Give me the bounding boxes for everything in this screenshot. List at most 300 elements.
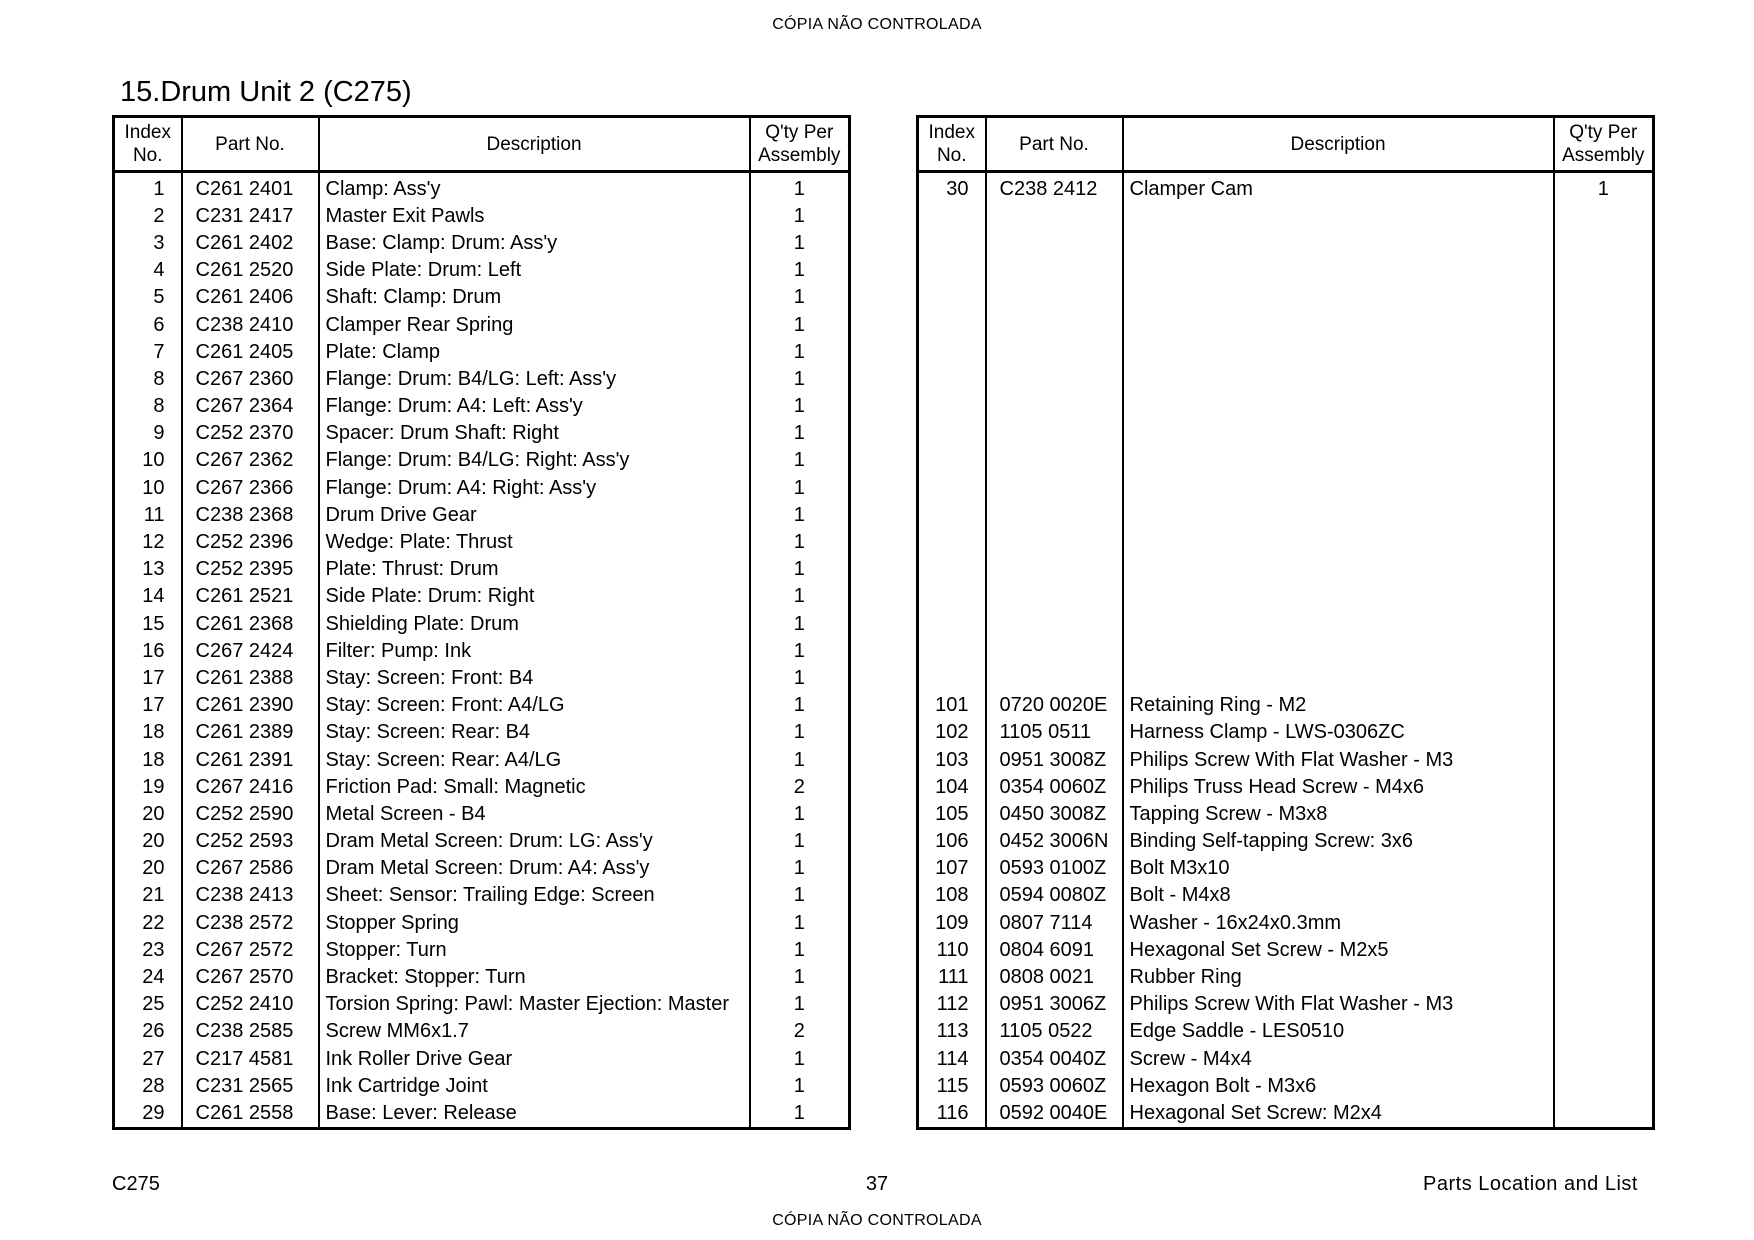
table-row xyxy=(114,284,850,311)
cell-part-no: C238 2413 xyxy=(182,882,319,909)
cell-qty xyxy=(1554,1072,1654,1099)
cell-qty: 1 xyxy=(750,284,850,311)
table-row xyxy=(918,229,1654,256)
cell-description: Spacer: Drum Shaft: Right xyxy=(319,420,750,447)
table-row xyxy=(918,692,1654,719)
cell-index: 101 xyxy=(935,694,969,717)
cell-index xyxy=(918,501,986,528)
page-title: 15.Drum Unit 2 (C275) xyxy=(120,76,412,108)
cell-description: Screw MM6x1.7 xyxy=(319,1018,750,1045)
cell-part-no xyxy=(986,257,1123,284)
cell-part-no: C267 2572 xyxy=(182,936,319,963)
table-row xyxy=(114,963,850,990)
table-row xyxy=(114,501,850,528)
table-row xyxy=(114,583,850,610)
table-row xyxy=(918,991,1654,1018)
cell-description: Flange: Drum: A4: Right: Ass'y xyxy=(319,474,750,501)
table-row xyxy=(114,828,850,855)
cell-part-no: 0804 6091 xyxy=(986,936,1123,963)
table-row xyxy=(918,284,1654,311)
cell-qty: 1 xyxy=(750,172,850,203)
cell-description: Dram Metal Screen: Drum: LG: Ass'y xyxy=(319,828,750,855)
cell-description xyxy=(1123,420,1554,447)
cell-qty: 1 xyxy=(750,474,850,501)
cell-index xyxy=(918,420,986,447)
cell-part-no xyxy=(986,528,1123,555)
cell-description: Bolt M3x10 xyxy=(1123,855,1554,882)
cell-qty xyxy=(1554,420,1654,447)
cell-index: 20 xyxy=(142,830,165,853)
cell-description xyxy=(1123,338,1554,365)
table-row xyxy=(114,637,850,664)
cell-qty xyxy=(1554,1099,1654,1128)
cell-qty: 1 xyxy=(750,1045,850,1072)
cell-index: 106 xyxy=(935,830,969,853)
cell-part-no: C252 2410 xyxy=(182,991,319,1018)
cell-qty xyxy=(1554,800,1654,827)
table-row xyxy=(918,882,1654,909)
cell-description: Flange: Drum: B4/LG: Right: Ass'y xyxy=(319,447,750,474)
cell-qty xyxy=(1554,202,1654,229)
cell-index: 111 xyxy=(938,966,969,989)
table-row xyxy=(114,202,850,229)
table-row xyxy=(918,420,1654,447)
cell-description xyxy=(1123,393,1554,420)
cell-index: 19 xyxy=(142,775,165,798)
cell-index: 29 xyxy=(142,1101,165,1124)
table-row xyxy=(114,556,850,583)
cell-qty: 1 xyxy=(750,501,850,528)
cell-description: Stopper Spring xyxy=(319,909,750,936)
table-row xyxy=(114,311,850,338)
table-row xyxy=(114,991,850,1018)
table-row xyxy=(918,528,1654,555)
table-row xyxy=(114,855,850,882)
cell-description xyxy=(1123,284,1554,311)
cell-part-no: C261 2520 xyxy=(182,257,319,284)
cell-qty: 1 xyxy=(750,1099,850,1128)
cell-part-no: C238 2368 xyxy=(182,501,319,528)
cell-part-no: 1105 0511 xyxy=(986,719,1123,746)
cell-index: 7 xyxy=(153,340,165,363)
cell-part-no: C267 2366 xyxy=(182,474,319,501)
cell-description: Harness Clamp - LWS-0306ZC xyxy=(1123,719,1554,746)
cell-part-no xyxy=(986,338,1123,365)
cell-index: 12 xyxy=(142,531,165,554)
table-row xyxy=(918,719,1654,746)
cell-part-no: C267 2364 xyxy=(182,393,319,420)
cell-part-no: C261 2389 xyxy=(182,719,319,746)
cell-part-no: C238 2572 xyxy=(182,909,319,936)
cell-part-no: 0720 0020E xyxy=(986,692,1123,719)
table-row xyxy=(918,447,1654,474)
cell-part-no: C261 2558 xyxy=(182,1099,319,1128)
cell-description: Side Plate: Drum: Left xyxy=(319,257,750,284)
cell-description: Clamp: Ass'y xyxy=(319,172,750,203)
cell-part-no: 0450 3008Z xyxy=(986,800,1123,827)
cell-index: 1 xyxy=(153,177,165,200)
cell-qty: 1 xyxy=(750,909,850,936)
cell-qty: 1 xyxy=(750,338,850,365)
cell-qty: 1 xyxy=(750,936,850,963)
cell-qty: 1 xyxy=(750,583,850,610)
cell-qty: 1 xyxy=(750,719,850,746)
table-row xyxy=(114,229,850,256)
watermark-bottom: CÓPIA NÃO CONTROLADA xyxy=(772,1212,982,1229)
table-row xyxy=(114,800,850,827)
cell-index: 10 xyxy=(142,449,165,472)
table-row xyxy=(114,338,850,365)
cell-qty: 1 xyxy=(750,528,850,555)
cell-qty xyxy=(1554,855,1654,882)
parts-table-left xyxy=(112,115,851,1130)
cell-description: Shaft: Clamp: Drum xyxy=(319,284,750,311)
footer-page-number: 37 xyxy=(865,1173,889,1195)
cell-index xyxy=(918,447,986,474)
cell-description: Flange: Drum: B4/LG: Left: Ass'y xyxy=(319,365,750,392)
cell-part-no: 0951 3008Z xyxy=(986,746,1123,773)
cell-description: Screw - M4x4 xyxy=(1123,1045,1554,1072)
cell-index: 110 xyxy=(936,938,969,961)
table-row xyxy=(918,773,1654,800)
table-row xyxy=(918,583,1654,610)
cell-index xyxy=(918,257,986,284)
cell-description: Base: Clamp: Drum: Ass'y xyxy=(319,229,750,256)
table-row xyxy=(918,1018,1654,1045)
cell-index xyxy=(918,229,986,256)
cell-qty: 1 xyxy=(1554,172,1654,203)
cell-description: Binding Self-tapping Screw: 3x6 xyxy=(1123,828,1554,855)
cell-description: Side Plate: Drum: Right xyxy=(319,583,750,610)
cell-qty xyxy=(1554,393,1654,420)
cell-qty: 1 xyxy=(750,963,850,990)
cell-index: 8 xyxy=(153,395,165,418)
cell-index: 2 xyxy=(153,204,165,227)
header-index: Index No. xyxy=(114,117,182,172)
cell-qty xyxy=(1554,991,1654,1018)
table-row xyxy=(918,664,1654,691)
cell-qty: 1 xyxy=(750,202,850,229)
cell-index: 17 xyxy=(142,694,165,717)
cell-description: Hexagonal Set Screw: M2x4 xyxy=(1123,1099,1554,1128)
cell-index xyxy=(918,637,986,664)
cell-index: 17 xyxy=(142,666,165,689)
cell-qty: 1 xyxy=(750,828,850,855)
cell-qty xyxy=(1554,1018,1654,1045)
cell-qty: 1 xyxy=(750,692,850,719)
cell-part-no: C252 2370 xyxy=(182,420,319,447)
cell-part-no: C217 4581 xyxy=(182,1045,319,1072)
cell-description xyxy=(1123,528,1554,555)
table-row xyxy=(114,1072,850,1099)
cell-description xyxy=(1123,474,1554,501)
cell-qty xyxy=(1554,338,1654,365)
cell-part-no: C261 2405 xyxy=(182,338,319,365)
cell-qty xyxy=(1554,909,1654,936)
table-row xyxy=(114,936,850,963)
cell-description: Stopper: Turn xyxy=(319,936,750,963)
cell-part-no xyxy=(986,284,1123,311)
cell-description: Hexagonal Set Screw - M2x5 xyxy=(1123,936,1554,963)
cell-part-no xyxy=(986,365,1123,392)
cell-index xyxy=(918,365,986,392)
cell-part-no: 0354 0060Z xyxy=(986,773,1123,800)
cell-part-no xyxy=(986,501,1123,528)
table-row xyxy=(918,963,1654,990)
watermark-top: CÓPIA NÃO CONTROLADA xyxy=(772,16,982,33)
cell-index: 102 xyxy=(935,721,969,744)
cell-part-no xyxy=(986,229,1123,256)
cell-description: Plate: Clamp xyxy=(319,338,750,365)
header-part-no: Part No. xyxy=(182,117,319,172)
table-row xyxy=(114,882,850,909)
cell-description: Clamper Cam xyxy=(1123,172,1554,203)
cell-part-no xyxy=(986,393,1123,420)
cell-part-no: C261 2401 xyxy=(182,172,319,203)
cell-qty xyxy=(1554,746,1654,773)
table-row xyxy=(114,664,850,691)
footer-model: C275 xyxy=(112,1173,160,1195)
cell-index: 11 xyxy=(143,503,165,526)
table-header-row xyxy=(918,117,1654,172)
cell-qty xyxy=(1554,664,1654,691)
cell-index: 18 xyxy=(142,721,165,744)
table-row xyxy=(114,420,850,447)
cell-part-no: C261 2368 xyxy=(182,610,319,637)
cell-qty xyxy=(1554,936,1654,963)
cell-part-no: C261 2388 xyxy=(182,664,319,691)
cell-part-no: C238 2585 xyxy=(182,1018,319,1045)
table-row xyxy=(918,257,1654,284)
table-row xyxy=(918,936,1654,963)
cell-qty: 2 xyxy=(750,773,850,800)
cell-qty xyxy=(1554,828,1654,855)
cell-part-no: 0452 3006N xyxy=(986,828,1123,855)
cell-description: Drum Drive Gear xyxy=(319,501,750,528)
cell-description: Philips Screw With Flat Washer - M3 xyxy=(1123,746,1554,773)
cell-qty xyxy=(1554,882,1654,909)
cell-part-no: C231 2565 xyxy=(182,1072,319,1099)
cell-index xyxy=(918,474,986,501)
cell-index: 21 xyxy=(142,884,165,907)
parts-table-right xyxy=(916,115,1655,1130)
cell-description: Philips Truss Head Screw - M4x6 xyxy=(1123,773,1554,800)
cell-part-no xyxy=(986,447,1123,474)
cell-part-no: C261 2390 xyxy=(182,692,319,719)
cell-part-no xyxy=(986,664,1123,691)
cell-qty xyxy=(1554,528,1654,555)
table-row xyxy=(114,257,850,284)
cell-qty xyxy=(1554,637,1654,664)
table-row xyxy=(918,556,1654,583)
table-row xyxy=(918,746,1654,773)
table-row xyxy=(918,1099,1654,1128)
cell-index: 23 xyxy=(142,938,165,961)
cell-qty xyxy=(1554,719,1654,746)
cell-index: 30 xyxy=(946,177,969,200)
cell-index: 15 xyxy=(142,612,165,635)
cell-qty: 1 xyxy=(750,664,850,691)
cell-qty: 1 xyxy=(750,393,850,420)
cell-description: Torsion Spring: Pawl: Master Ejection: Master xyxy=(319,991,750,1018)
cell-description: Philips Screw With Flat Washer - M3 xyxy=(1123,991,1554,1018)
cell-qty: 1 xyxy=(750,365,850,392)
table-row xyxy=(918,610,1654,637)
table-row xyxy=(114,474,850,501)
table-row xyxy=(114,610,850,637)
cell-index: 112 xyxy=(936,993,969,1016)
cell-index: 3 xyxy=(153,231,165,254)
cell-index: 115 xyxy=(936,1074,969,1097)
table-row xyxy=(918,800,1654,827)
cell-index: 5 xyxy=(153,286,165,309)
cell-index: 4 xyxy=(153,259,165,282)
cell-description: Plate: Thrust: Drum xyxy=(319,556,750,583)
cell-part-no: C267 2362 xyxy=(182,447,319,474)
cell-qty: 1 xyxy=(750,1072,850,1099)
table-row xyxy=(918,365,1654,392)
cell-qty xyxy=(1554,447,1654,474)
table-row xyxy=(114,1045,850,1072)
cell-part-no: 0808 0021 xyxy=(986,963,1123,990)
cell-index xyxy=(918,610,986,637)
cell-qty: 1 xyxy=(750,447,850,474)
table-header-row xyxy=(114,117,850,172)
cell-index: 8 xyxy=(153,367,165,390)
cell-index: 116 xyxy=(936,1101,969,1124)
cell-description: Friction Pad: Small: Magnetic xyxy=(319,773,750,800)
cell-description xyxy=(1123,365,1554,392)
cell-index: 14 xyxy=(142,585,165,608)
cell-index: 105 xyxy=(935,802,969,825)
header-part-no: Part No. xyxy=(986,117,1123,172)
cell-qty xyxy=(1554,311,1654,338)
table-row xyxy=(918,855,1654,882)
cell-description: Filter: Pump: Ink xyxy=(319,637,750,664)
cell-description: Flange: Drum: A4: Left: Ass'y xyxy=(319,393,750,420)
cell-description: Bolt - M4x8 xyxy=(1123,882,1554,909)
table-row xyxy=(114,1018,850,1045)
cell-index: 24 xyxy=(142,966,165,989)
cell-qty xyxy=(1554,773,1654,800)
cell-index xyxy=(918,284,986,311)
cell-qty xyxy=(1554,474,1654,501)
cell-qty: 1 xyxy=(750,882,850,909)
table-row xyxy=(918,1072,1654,1099)
cell-qty: 1 xyxy=(750,746,850,773)
cell-index: 27 xyxy=(142,1047,165,1070)
table-row xyxy=(114,692,850,719)
table-row xyxy=(114,365,850,392)
cell-part-no: C267 2416 xyxy=(182,773,319,800)
header-qty: Q'ty Per Assembly xyxy=(1554,117,1654,172)
cell-index: 114 xyxy=(936,1047,969,1070)
cell-index: 107 xyxy=(935,857,969,880)
cell-index: 18 xyxy=(142,748,165,771)
cell-index xyxy=(918,556,986,583)
table-row xyxy=(918,828,1654,855)
cell-index: 109 xyxy=(935,911,969,934)
cell-qty: 1 xyxy=(750,800,850,827)
cell-part-no: C252 2593 xyxy=(182,828,319,855)
table-row xyxy=(114,172,850,203)
cell-index: 104 xyxy=(935,775,969,798)
cell-description xyxy=(1123,257,1554,284)
cell-part-no: C261 2406 xyxy=(182,284,319,311)
cell-part-no: 0807 7114 xyxy=(986,909,1123,936)
cell-part-no: C252 2395 xyxy=(182,556,319,583)
cell-part-no: C231 2417 xyxy=(182,202,319,229)
cell-index: 25 xyxy=(142,993,165,1016)
table-row xyxy=(918,202,1654,229)
cell-part-no xyxy=(986,583,1123,610)
cell-part-no: C267 2424 xyxy=(182,637,319,664)
cell-index: 108 xyxy=(935,884,969,907)
table-row xyxy=(918,393,1654,420)
table-row xyxy=(918,172,1654,203)
cell-index xyxy=(918,664,986,691)
cell-index: 10 xyxy=(142,476,165,499)
cell-qty xyxy=(1554,501,1654,528)
cell-index xyxy=(918,583,986,610)
cell-description: Ink Cartridge Joint xyxy=(319,1072,750,1099)
cell-description: Ink Roller Drive Gear xyxy=(319,1045,750,1072)
cell-description: Tapping Screw - M3x8 xyxy=(1123,800,1554,827)
cell-part-no xyxy=(986,556,1123,583)
cell-index: 16 xyxy=(142,639,165,662)
cell-part-no xyxy=(986,637,1123,664)
cell-qty xyxy=(1554,229,1654,256)
cell-part-no: C261 2402 xyxy=(182,229,319,256)
cell-description: Retaining Ring - M2 xyxy=(1123,692,1554,719)
cell-part-no: 0592 0040E xyxy=(986,1099,1123,1128)
cell-qty xyxy=(1554,365,1654,392)
cell-description: Stay: Screen: Rear: B4 xyxy=(319,719,750,746)
cell-part-no: C238 2410 xyxy=(182,311,319,338)
cell-qty: 1 xyxy=(750,556,850,583)
header-description: Description xyxy=(1123,117,1554,172)
cell-description: Washer - 16x24x0.3mm xyxy=(1123,909,1554,936)
cell-description: Base: Lever: Release xyxy=(319,1099,750,1128)
cell-description: Stay: Screen: Front: A4/LG xyxy=(319,692,750,719)
header-index: Index No. xyxy=(918,117,986,172)
cell-qty: 1 xyxy=(750,855,850,882)
cell-part-no xyxy=(986,610,1123,637)
cell-index: 113 xyxy=(936,1020,969,1043)
cell-description: Rubber Ring xyxy=(1123,963,1554,990)
table-row xyxy=(918,909,1654,936)
cell-description xyxy=(1123,556,1554,583)
cell-description xyxy=(1123,229,1554,256)
cell-part-no: C252 2590 xyxy=(182,800,319,827)
table-row xyxy=(114,773,850,800)
cell-index xyxy=(918,393,986,420)
parts-list-left xyxy=(114,172,850,1129)
cell-qty xyxy=(1554,692,1654,719)
table-row xyxy=(114,1099,850,1128)
cell-part-no: 1105 0522 xyxy=(986,1018,1123,1045)
cell-description xyxy=(1123,637,1554,664)
cell-qty: 1 xyxy=(750,311,850,338)
cell-part-no: C261 2521 xyxy=(182,583,319,610)
cell-index xyxy=(918,338,986,365)
cell-description xyxy=(1123,664,1554,691)
cell-qty xyxy=(1554,556,1654,583)
table-row xyxy=(918,501,1654,528)
table-row xyxy=(114,447,850,474)
cell-description: Stay: Screen: Front: B4 xyxy=(319,664,750,691)
cell-description xyxy=(1123,202,1554,229)
